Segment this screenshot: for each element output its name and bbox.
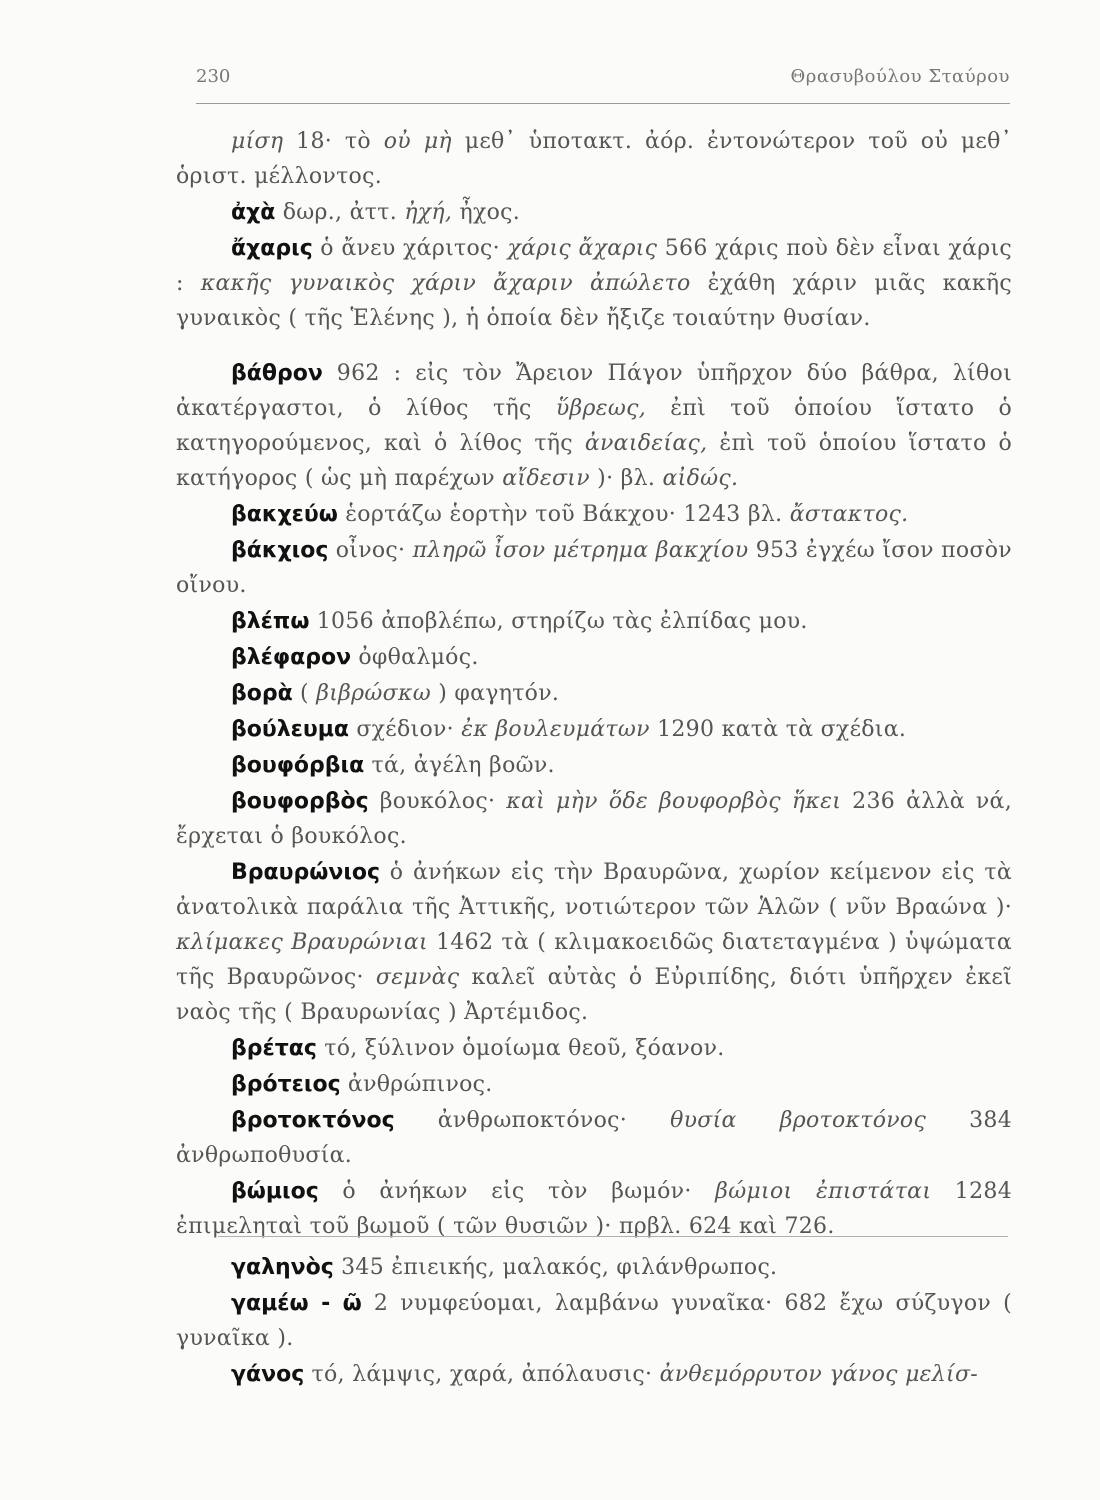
entry-definition: ἀνθρωποκτόνος· bbox=[394, 1108, 671, 1133]
entry-definition: οἶνος· bbox=[328, 538, 413, 563]
entry-definition: ἦχος. bbox=[452, 200, 521, 225]
entry-blepharon bbox=[176, 640, 1012, 675]
entry-brotoktonos bbox=[176, 1103, 1012, 1173]
entry-mise bbox=[176, 124, 1012, 194]
entry-quotation: κακῆς γυναικὸς χάριν ἄχαριν bbox=[200, 271, 573, 296]
entry-bouphorbos bbox=[176, 784, 1012, 854]
entry-headword: γαληνὸς bbox=[231, 1255, 334, 1280]
entry-quotation: βιβρώσκω bbox=[316, 681, 431, 706]
entry-bretas bbox=[176, 1031, 1012, 1066]
entry-bakchios bbox=[176, 533, 1012, 603]
entry-definition: 384 ἀνθρωποθυσία. bbox=[176, 1108, 1013, 1168]
entry-headword: γαμέω - ῶ bbox=[231, 1291, 362, 1316]
entry-headword: βάκχιος bbox=[231, 538, 329, 563]
entry-headword: γάνος bbox=[231, 1362, 305, 1387]
entry-definition: μεθ᾽ ὑποτακτ. ἀόρ. ἐντονώτερον τοῦ οὐ μεθ᾽ ὁριστ. μέλλοντος. bbox=[176, 129, 1012, 189]
entry-definition: 1056 ἀποβλέπω, στηρίζω τὰς ἐλπίδας μου. bbox=[309, 609, 808, 634]
entry-headword: βρέτας bbox=[231, 1036, 317, 1061]
entry-definition: 1290 κατὰ τὰ σχέδια. bbox=[649, 717, 907, 742]
entry-definition: ἑορτάζω ἑορτὴν τοῦ Βάκχου· 1243 βλ. bbox=[337, 502, 790, 527]
page-header bbox=[196, 66, 1010, 96]
entry-definition: δωρ., ἀττ. bbox=[275, 200, 405, 225]
entry-headword: βάθρον bbox=[231, 361, 323, 386]
entry-definition: ) φαγητόν. bbox=[430, 681, 560, 706]
glossary-section-beta bbox=[176, 124, 1012, 1245]
entry-headword: ἀχὰ bbox=[231, 200, 276, 225]
entry-definition: ἐπὶ τοῦ ὁποίου ἵστατο ὁ κατήγορος ( ὡς μὴ παρέχων bbox=[176, 431, 1012, 491]
entry-headword: βούλευμα bbox=[231, 717, 350, 742]
entry-headword: βακχεύω bbox=[231, 502, 338, 527]
entry-definition: ἐπὶ τοῦ ὁποίου ἵστατο ὁ κατηγορούμενος, καὶ ὁ λίθος τῆς bbox=[176, 396, 1013, 456]
glossary-section-gamma bbox=[176, 1250, 1012, 1393]
entry-headword: βλέπω bbox=[231, 609, 310, 634]
entry-vrauronios bbox=[176, 855, 1012, 1030]
entry-definition: 2 νυμφεύομαι, λαμβάνω γυναῖκα· 682 ἔχω σύζυγον ( γυναῖκα ). bbox=[176, 1291, 1012, 1351]
entry-quotation: ἠχή, bbox=[404, 200, 453, 225]
entry-definition bbox=[573, 271, 590, 296]
entry-quotation: μίση bbox=[231, 129, 284, 154]
entry-definition: 953 ἐγχέω ἴσον ποσὸν οἴνου. bbox=[176, 538, 1012, 598]
entry-quotation: σεμνὰς bbox=[375, 965, 460, 990]
entry-gameo bbox=[176, 1286, 1012, 1356]
entry-definition: σχέδιον· bbox=[349, 717, 462, 742]
entry-definition: 1462 τὰ ( κλιμακοειδῶς διατεταγμένα ) ὑψώματα τῆς Βραυρῶνος· bbox=[176, 930, 1012, 990]
entry-broteios bbox=[176, 1067, 1012, 1102]
entry-definition: καλεῖ αὐτὰς ὁ Εὐριπίδης, διότι ὑπῆρχεν ἐκεῖ ναὸς τῆς ( Βραυρωνίας ) Ἀρτέμιδος. bbox=[176, 965, 1012, 1025]
entry-definition: )· βλ. bbox=[589, 466, 663, 491]
entry-bathron bbox=[176, 356, 1012, 496]
entry-headword: βλέφαρον bbox=[231, 645, 352, 670]
entry-blepo bbox=[176, 604, 1012, 639]
entry-headword: Βραυρώνιος bbox=[231, 860, 381, 885]
entry-quotation: καὶ μὴν ὅδε βουφορβὸς ἥκει bbox=[506, 789, 842, 814]
entry-definition: ὁ ἄνευ χάριτος· bbox=[312, 236, 508, 261]
entry-definition: 962 : εἰς τὸν Ἄρειον Πάγον ὑπῆρχον δύο βάθρα, λίθοι ἀκατέργαστοι, ὁ λίθος τῆς bbox=[176, 361, 1012, 421]
entry-headword: βώμιος bbox=[231, 1179, 319, 1204]
entry-quotation: βώμιοι ἐπιστάται bbox=[715, 1179, 932, 1204]
entry-definition: 345 ἐπιεικής, μαλακός, φιλάνθρωπος. bbox=[333, 1255, 778, 1280]
entry-ganos bbox=[176, 1357, 1012, 1392]
entry-headword: βουφορβὸς bbox=[231, 789, 369, 814]
entry-quotation: ἀπώλετο bbox=[589, 271, 691, 296]
header-rule bbox=[196, 103, 1010, 104]
entry-definition: τά, ἀγέλη βοῶν. bbox=[364, 753, 555, 778]
entry-bouleuma bbox=[176, 712, 1012, 747]
entry-definition: ἐχάθη χάριν μιᾶς κακῆς γυναικὸς ( τῆς Ἑλένης ), ἡ ὁποία δὲν ἤξιζε τοιαύτην θυσίαν. bbox=[176, 271, 1013, 331]
entry-definition: βουκόλος· bbox=[368, 789, 507, 814]
entry-bomios bbox=[176, 1174, 1012, 1244]
entry-quotation: κλίμακες Βραυρώνιαι bbox=[176, 930, 428, 955]
entry-quotation: ἀναιδείας, bbox=[584, 431, 708, 456]
entry-galenos bbox=[176, 1250, 1012, 1285]
entry-definition: ( bbox=[292, 681, 317, 706]
entry-quotation: χάρις ἄχαρις bbox=[507, 236, 658, 261]
entry-headword: βρότειος bbox=[231, 1072, 341, 1097]
entry-headword: ἄχαρις bbox=[231, 236, 313, 261]
entry-definition: 18· τὸ bbox=[283, 129, 384, 154]
entry-bakcheuo bbox=[176, 497, 1012, 532]
entry-acharis bbox=[176, 231, 1012, 336]
entry-headword: βορὰ bbox=[231, 681, 293, 706]
entry-definition: ὁ ἀνήκων εἰς τὸν βωμόν· bbox=[318, 1179, 716, 1204]
entry-definition: ἀνθρώπινος. bbox=[340, 1072, 493, 1097]
entry-quotation: ἄστακτος. bbox=[789, 502, 909, 527]
entry-definition: ὀφθαλμός. bbox=[351, 645, 479, 670]
entry-definition: ὁ ἀνήκων εἰς τὴν Βραυρῶνα, χωρίον κείμενον εἰς τὰ ἀνατολικὰ παράλια τῆς Ἀττικῆς, νοτιώτερον τῶν Ἁλῶν ( νῦν Βραώνα )· bbox=[176, 860, 1012, 920]
entry-quotation: ἀνθεμόρρυτον γάνος μελίσ- bbox=[659, 1362, 978, 1387]
entry-headword: βροτοκτόνος bbox=[231, 1108, 395, 1133]
entry-bouphorbia bbox=[176, 748, 1012, 783]
entry-bora bbox=[176, 676, 1012, 711]
entry-definition: 236 ἀλλὰ νά, ἔρχεται ὁ βουκόλος. bbox=[176, 789, 1012, 849]
page-number: 230 bbox=[196, 66, 231, 87]
entry-quotation: οὐ μὴ bbox=[383, 129, 452, 154]
entry-definition: τό, λάμψις, χαρά, ἀπόλαυσις· bbox=[304, 1362, 660, 1387]
entry-definition: 566 χάρις ποὺ δὲν εἶναι χάρις : bbox=[176, 236, 1012, 296]
entry-headword: βουφόρβια bbox=[231, 753, 365, 778]
entry-quotation: πληρῶ ἶσον μέτρημα βακχίου bbox=[412, 538, 749, 563]
section-divider bbox=[218, 1236, 1008, 1237]
entry-definition: τό, ξύλινον ὁμοίωμα θεοῦ, ξόανον. bbox=[316, 1036, 725, 1061]
entry-quotation: αἰδώς. bbox=[662, 466, 739, 491]
running-head: Θρασυβούλου Σταύρου bbox=[790, 66, 1010, 87]
entry-quotation: αἴδεσιν bbox=[502, 466, 590, 491]
entry-quotation: ὕβρεως, bbox=[555, 396, 646, 421]
entry-definition: 1284 ἐπιμεληταὶ τοῦ βωμοῦ ( τῶν θυσιῶν )· πρβλ. 624 καὶ 726. bbox=[176, 1179, 1012, 1239]
entry-acha bbox=[176, 195, 1012, 230]
entry-quotation: θυσία βροτοκτόνος bbox=[670, 1108, 927, 1133]
entry-quotation: ἐκ βουλευμάτων bbox=[461, 717, 650, 742]
